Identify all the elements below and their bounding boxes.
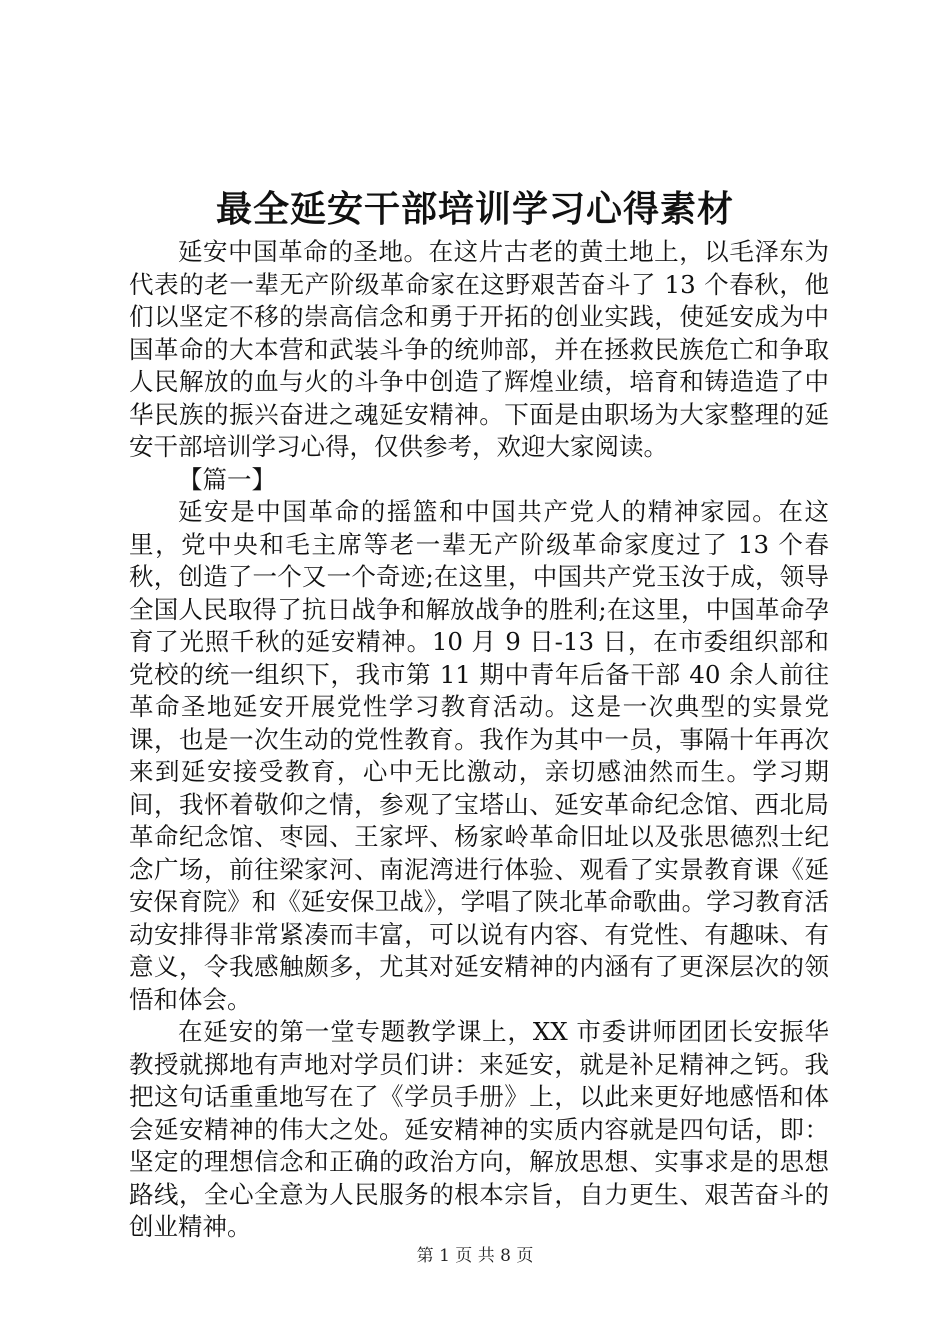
body-paragraph: 延安是中国革命的摇篮和中国共产党人的精神家园。在这里，党中央和毛主席等老一辈无产阶级革命家度过了 13 个春秋，创造了一个又一个奇迹;在这里，中国共产党玉汝于成，领导全国人民取得了抗日战争和解放战争的胜利;在这里，中国革命孕育了光照千秋的延安精神。10 月 9 日-13 日，在市委组织部和党校的统一组织下，我市第 11 期中青年后备干部 40 余人前往革命圣地延安开展党性学习教育活动。这是一次典型的实景党课，也是一次生动的党性教育。我作为其中一员，事隔十年再次来到延安接受教育，心中无比激动，亲切感油然而生。学习期间，我怀着敬仰之情，参观了宝塔山、延安革命纪念馆、西北局革命纪念馆、枣园、王家坪、杨家岭革命旧址以及张思德烈士纪念广场，前往梁家河、南泥湾进行体验、观看了实景教育课《延安保育院》和《延安保卫战》，学唱了陕北革命歌曲。学习教育活动安排得非常紧凑而丰富，可以说有内容、有党性、有趣味、有意义，令我感触颇多，尤其对延安精神的内涵有了更深层次的领悟和体会。: [129, 497, 829, 1014]
document-body: [129, 236, 829, 1244]
section-heading: 【篇一】: [178, 464, 276, 494]
body-paragraph: 在延安的第一堂专题教学课上，XX 市委讲师团团长安振华教授就掷地有声地对学员们讲：来延安，就是补足精神之钙。我把这句话重重地写在了《学员手册》上，以此来更好地感悟和体会延安精神的伟大之处。延安精神的实质内容就是四句话，即：坚定的理想信念和正确的政治方向，解放思想、实事求是的思想路线，全心全意为人民服务的根本宗旨，自力更生、艰苦奋斗的创业精神。: [129, 1017, 829, 1241]
page-footer: 第 1 页 共 8 页: [416, 1246, 534, 1266]
intro-paragraph: 延安中国革命的圣地。在这片古老的黄土地上，以毛泽东为代表的老一辈无产阶级革命家在这野艰苦奋斗了 13 个春秋，他们以坚定不移的崇高信念和勇于开拓的创业实践，使延安成为中国革命的大本营和武装斗争的统帅部，并在拯救民族危亡和争取人民解放的血与火的斗争中创造了辉煌业绩，培育和铸造造了中华民族的振兴奋进之魂延安精神。下面是由职场为大家整理的延安干部培训学习心得，仅供参考，欢迎大家阅读。: [129, 237, 829, 461]
document-title: 最全延安干部培训学习心得素材: [215, 188, 734, 230]
